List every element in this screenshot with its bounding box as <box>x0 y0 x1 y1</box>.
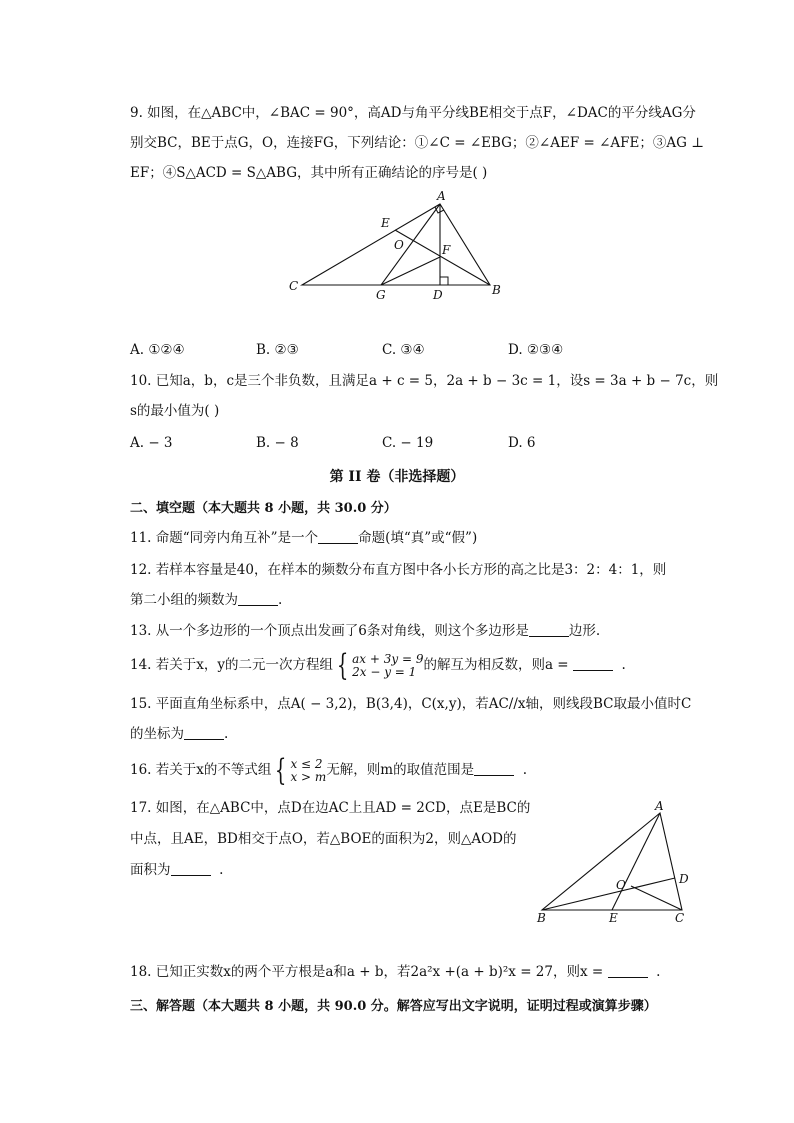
q18-text-pre: 18. 已知正实数x的两个平方根是a和a + b，若2a²x +(a + b)²x = 27，则x = <box>130 964 608 980</box>
q14-brace: { <box>336 647 349 683</box>
q11-text-pre: 11. 命题“同旁内角互补”是一个 <box>130 530 319 546</box>
q15-text-pre: 的坐标为 <box>130 726 184 742</box>
q9-option-a: A. ①②④ <box>130 342 185 358</box>
q16-brace: { <box>275 752 287 788</box>
q9-right-angle-d <box>440 277 448 285</box>
q9-line-2: 别交BC，BE于点G，O，连接FG，下列结论：①∠C = ∠EBG；②∠AEF = ∠AFE；③AG ⊥ <box>130 135 704 151</box>
q14-text-mid: 的解互为相反数，则a = <box>423 657 573 673</box>
q14-text-post: . <box>621 657 626 673</box>
q17-segment-ae <box>612 813 660 910</box>
q9-label-e: E <box>381 216 390 230</box>
q9-triangle-figure <box>280 188 510 303</box>
section-3-heading: 三、解答题（本大题共 8 小题，共 90.0 分。解答应写出文字说明，证明过程或演算步骤） <box>130 999 657 1014</box>
q17-line-2: 中点，且AE，BD相交于点O，若△BOE的面积为2，则△AOD的 <box>130 831 517 847</box>
q9-option-b: B. ②③ <box>256 342 299 358</box>
q10-option-a: A. − 3 <box>130 435 173 451</box>
q9-label-a: A <box>437 189 446 203</box>
q11 <box>130 528 477 548</box>
q9-option-d: D. ②③④ <box>508 342 564 358</box>
q12-text-post: . <box>278 592 283 608</box>
q16-text-post: . <box>522 762 528 778</box>
q17-line-1: 17. 如图，在△ABC中，点D在边AC上且AD = 2CD，点E是BC的 <box>130 800 531 816</box>
q15-line-2 <box>130 724 228 744</box>
q10-line-2: s的最小值为( ) <box>130 403 220 419</box>
section-2-heading: 二、填空题（本大题共 8 小题，共 30.0 分） <box>130 501 397 516</box>
q9-label-o: O <box>394 238 404 252</box>
q17-label-d: D <box>679 872 689 886</box>
q13-text-pre: 13. 从一个多边形的一个顶点出发画了6条对角线，则这个多边形是 <box>130 623 529 639</box>
q14-eq-1: ax + 3y = 9 <box>352 651 424 666</box>
q18 <box>130 962 660 982</box>
q15-text-post: . <box>224 726 229 742</box>
q18-answer-blank[interactable] <box>608 963 648 978</box>
q14-answer-blank[interactable] <box>573 656 613 671</box>
q9-label-d: D <box>433 288 443 302</box>
q17-label-b: B <box>537 911 546 925</box>
q16 <box>130 752 528 788</box>
q17-triangle-abc <box>542 813 682 910</box>
q13-text-post: 边形. <box>568 623 601 639</box>
q10-line-1: 10. 已知a，b，c是三个非负数，且满足a + c = 5，2a + b − 3c = 1，设s = 3a + b − 7c，则 <box>130 373 719 389</box>
q17-answer-blank[interactable] <box>171 861 211 876</box>
q16-inequality-system <box>290 758 326 784</box>
q14 <box>130 647 626 683</box>
q15-answer-blank[interactable] <box>184 725 224 740</box>
q17-line-3 <box>130 860 223 880</box>
q9-bisector-ag <box>381 204 440 285</box>
q9-label-c: C <box>289 279 299 293</box>
q16-ineq-1: x ≤ 2 <box>290 756 323 771</box>
q14-eq-2: 2x − y = 1 <box>352 664 417 679</box>
q9-segment-fg <box>381 257 440 285</box>
q17-triangle-figure <box>530 798 700 928</box>
q15-line-1: 15. 平面直角坐标系中，点A( − 3,2)，B(3,4)，C(x,y)，若AC//x轴，则线段BC取最小值时C <box>130 696 692 712</box>
q9-line-1: 9. 如图，在△ABC中，∠BAC = 90°，高AD与角平分线BE相交于点F，∠DAC的平分线AG分 <box>130 105 696 121</box>
q10-option-d: D. 6 <box>508 435 536 451</box>
q17-label-a: A <box>655 799 664 813</box>
part-2-title: 第 II 卷（非选择题） <box>329 469 465 485</box>
q11-answer-blank[interactable] <box>318 529 358 544</box>
q9-line-3: EF；④S△ACD = S△ABG，其中所有正确结论的序号是( ) <box>130 165 488 181</box>
q16-text-mid: 无解，则m的取值范围是 <box>326 762 475 778</box>
q14-equation-system <box>352 653 423 679</box>
q13 <box>130 621 600 641</box>
q16-ineq-2: x > m <box>290 769 327 784</box>
q9-label-b: B <box>492 283 501 297</box>
q13-answer-blank[interactable] <box>529 622 569 637</box>
q17-label-o: O <box>616 878 626 892</box>
q16-answer-blank[interactable] <box>474 761 514 776</box>
q12-line-2 <box>130 590 282 610</box>
q10-option-c: C. − 19 <box>382 435 434 451</box>
q12-line-1: 12. 若样本容量是40，在样本的频数分布直方图中各小长方形的高之比是3：2：4：1，则 <box>130 562 667 578</box>
q14-text-pre: 14. 若关于x，y的二元一次方程组 <box>130 657 334 673</box>
q17-text-post: . <box>219 862 224 878</box>
q17-label-e: E <box>609 911 618 925</box>
q9-option-c: C. ③④ <box>382 342 425 358</box>
q17-text-pre: 面积为 <box>130 862 171 878</box>
q17-segment-oc <box>631 886 682 910</box>
q12-answer-blank[interactable] <box>238 591 278 606</box>
q11-text-post: 命题(填“真”或“假”) <box>358 530 478 546</box>
q16-text-pre: 16. 若关于x的不等式组 <box>130 762 272 778</box>
q9-label-f: F <box>442 243 451 257</box>
q9-label-g: G <box>376 288 386 302</box>
q18-text-post: . <box>656 964 661 980</box>
q10-option-b: B. − 8 <box>256 435 299 451</box>
q12-text-pre: 第二小组的频数为 <box>130 592 238 608</box>
q17-label-c: C <box>675 911 685 925</box>
